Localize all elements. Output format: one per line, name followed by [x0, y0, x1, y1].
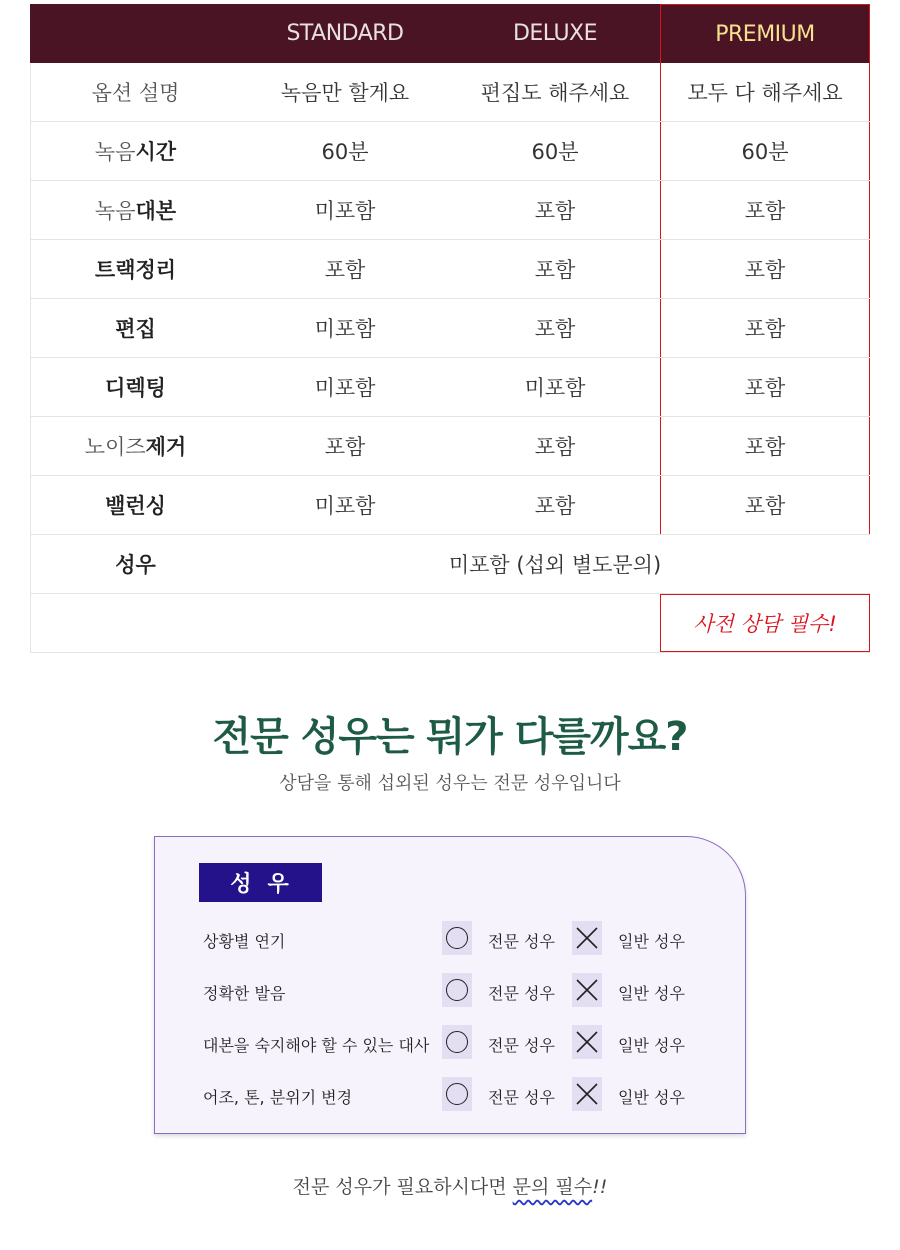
row-label-bold: 시간: [135, 140, 177, 164]
card-row-text: 정확한 발음: [203, 984, 286, 1003]
x-mark-icon: [572, 1077, 602, 1111]
row-label: [30, 122, 240, 180]
pro-voice-label: 전문 성우: [488, 932, 555, 951]
table-row: [30, 240, 870, 299]
premium-cell: 포함: [660, 358, 870, 416]
table-row: [30, 476, 870, 535]
pro-voice-label: 전문 성우: [488, 984, 555, 1003]
note-row-empty: [30, 594, 240, 652]
x-mark-icon: [572, 921, 602, 955]
row-label: [30, 240, 240, 298]
note-row: [30, 594, 870, 653]
deluxe-cell: 60분: [531, 140, 579, 164]
deluxe-cell: 편집도 해주세요: [480, 81, 630, 105]
section-subtitle: 상담을 통해 섭외된 성우는 전문 성우입니다: [279, 773, 621, 794]
row-label-light: 녹음: [94, 140, 136, 164]
deluxe-cell: 포함: [534, 435, 576, 459]
pro-voice-label: 전문 성우: [488, 1088, 555, 1107]
standard-cell: 포함: [324, 258, 366, 282]
row-label-bold: 디렉팅: [105, 376, 166, 400]
row-label-bold: 대본: [135, 199, 177, 223]
row-label: [30, 299, 240, 357]
normal-voice-label: 일반 성우: [618, 1088, 685, 1107]
footer-emphasis: 문의 필수: [512, 1176, 593, 1198]
pro-voice-label: 전문 성우: [488, 1036, 555, 1055]
footer-suffix: !!: [592, 1176, 608, 1198]
normal-voice-label: 일반 성우: [618, 1036, 685, 1055]
footer-cta: [0, 1172, 900, 1199]
note-row-empty: [450, 594, 660, 652]
premium-cell: 포함: [660, 181, 870, 239]
row-label-bold: 트랙정리: [94, 258, 177, 282]
table-row: [30, 417, 870, 476]
circle-o-icon: [442, 973, 472, 1007]
normal-voice-label: 일반 성우: [618, 932, 685, 951]
pricing-header-row: [30, 4, 870, 63]
card-row-text: 상황별 연기: [203, 932, 286, 951]
deluxe-cell: 포함: [534, 317, 576, 341]
row-label-bold: 편집: [115, 317, 156, 341]
table-row: [30, 122, 870, 181]
circle-o-icon: [442, 1077, 472, 1111]
standard-cell: 녹음만 할게요: [280, 81, 410, 105]
header-deluxe: DELUXE: [512, 21, 598, 46]
premium-note: 사전 상담 필수!: [693, 612, 837, 636]
table-row: [30, 358, 870, 417]
card-row: [203, 973, 743, 1009]
standard-cell: 미포함: [314, 376, 376, 400]
row-label: [30, 63, 240, 121]
table-row: [30, 63, 870, 122]
row-label-bold: 제거: [145, 435, 187, 459]
row-label-bold: 밸런싱: [105, 494, 166, 518]
deluxe-cell: 포함: [534, 258, 576, 282]
pricing-body: [30, 63, 870, 535]
voice-row: [30, 535, 870, 594]
note-row-empty: [240, 594, 450, 652]
x-mark-icon: [572, 973, 602, 1007]
premium-cell: 포함: [660, 417, 870, 475]
header-empty: [30, 4, 240, 63]
standard-cell: 60분: [321, 140, 369, 164]
circle-o-icon: [442, 1025, 472, 1059]
voice-row-label: 성우: [30, 535, 240, 593]
comparison-card: [154, 836, 746, 1134]
row-label: [30, 181, 240, 239]
deluxe-cell: 미포함: [524, 376, 586, 400]
premium-cell: 모두 다 해주세요: [660, 63, 870, 121]
pricing-table: [30, 4, 870, 653]
row-label: [30, 417, 240, 475]
premium-cell: 포함: [660, 240, 870, 298]
standard-cell: 미포함: [314, 199, 376, 223]
row-label-light: 녹음: [94, 199, 136, 223]
card-row: [203, 1025, 743, 1061]
normal-voice-label: 일반 성우: [618, 984, 685, 1003]
section-title: 전문 성우는 뭐가 다를까요?: [212, 714, 688, 760]
premium-cell: 60분: [660, 122, 870, 180]
standard-cell: 포함: [324, 435, 366, 459]
standard-cell: 미포함: [314, 317, 376, 341]
table-row: [30, 181, 870, 240]
premium-cell: 포함: [660, 476, 870, 534]
card-row-text: 어조, 톤, 분위기 변경: [203, 1088, 353, 1107]
x-mark-icon: [572, 1025, 602, 1059]
deluxe-cell: 포함: [534, 199, 576, 223]
deluxe-cell: 포함: [534, 494, 576, 518]
row-label: [30, 476, 240, 534]
row-label-light: 노이즈: [84, 435, 146, 459]
row-label: [30, 358, 240, 416]
premium-cell: 포함: [660, 299, 870, 357]
premium-note-cell: [660, 594, 870, 652]
footer-prefix: 전문 성우가 필요하시다면: [292, 1176, 513, 1198]
header-premium: PREMIUM: [660, 4, 870, 63]
header-standard: STANDARD: [286, 21, 404, 46]
card-row: [203, 921, 743, 957]
card-badge: 성우: [199, 863, 322, 902]
standard-cell: 미포함: [314, 494, 376, 518]
table-row: [30, 299, 870, 358]
row-label-light: 옵션 설명: [91, 81, 180, 105]
card-row-text: 대본을 숙지해야 할 수 있는 대사: [203, 1036, 430, 1055]
voice-row-value: 미포함 (섭외 별도문의): [448, 553, 662, 577]
card-row: [203, 1077, 743, 1113]
circle-o-icon: [442, 921, 472, 955]
